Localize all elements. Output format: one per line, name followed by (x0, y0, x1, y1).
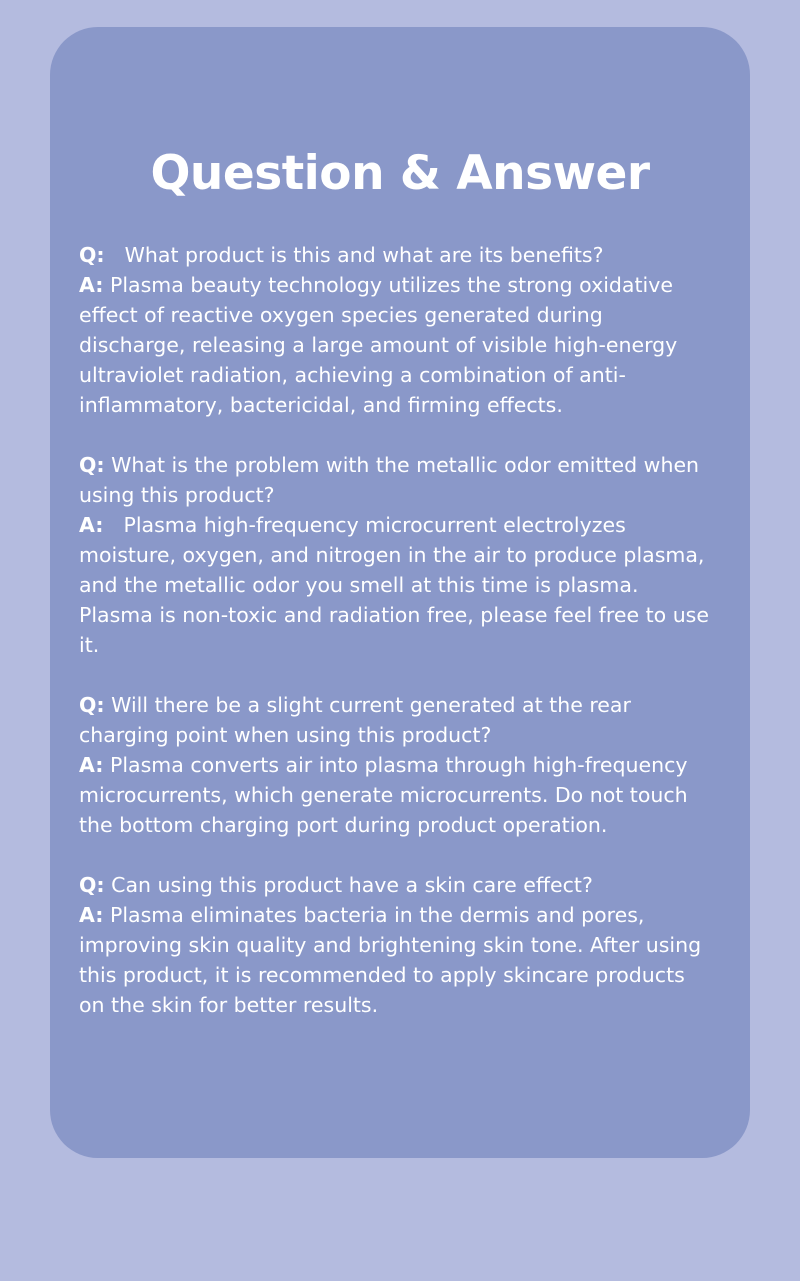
answer-text: Plasma eliminates bacteria in the dermis and pores, improving skin quality and brightening skin tone. After using this product, it is recommended to apply skincare products on the skin for better results. (79, 903, 702, 1017)
qa-item (79, 690, 709, 840)
answer-text: Plasma converts air into plasma through high-frequency microcurrents, which generate microcurrents. Do not touch the bottom charging port during product operation. (79, 753, 688, 837)
question-line (79, 870, 709, 900)
question-label: Q: (79, 693, 105, 717)
qa-item (79, 870, 709, 1020)
question-label: Q: (79, 453, 105, 477)
answer-line (79, 900, 709, 1020)
qa-item (79, 240, 709, 420)
qa-item (79, 450, 709, 660)
answer-text: Plasma beauty technology utilizes the strong oxidative effect of reactive oxygen species generated during discharge, releasing a large amount of visible high-energy ultraviolet radiation, achieving a combination of anti-inflammatory, bactericidal, and firming effects. (79, 273, 678, 417)
answer-text: Plasma high-frequency microcurrent electrolyzes moisture, oxygen, and nitrogen in the air to produce plasma, and the metallic odor you smell at this time is plasma. Plasma is non-toxic and radiation free, please feel free to use it. (79, 513, 709, 657)
question-text: Can using this product have a skin care effect? (111, 873, 593, 897)
question-text: What is the problem with the metallic odor emitted when using this product? (79, 453, 700, 507)
qa-card (50, 27, 750, 1158)
answer-line (79, 510, 709, 660)
question-label: Q: (79, 873, 105, 897)
question-line (79, 690, 709, 750)
answer-label: A: (79, 513, 104, 537)
answer-label: A: (79, 903, 104, 927)
answer-line (79, 750, 709, 840)
answer-label: A: (79, 753, 104, 777)
question-label: Q: (79, 243, 105, 267)
question-text: Will there be a slight current generated at the rear charging point when using this product? (79, 693, 631, 747)
question-line (79, 450, 709, 510)
answer-line (79, 270, 709, 420)
qa-list (79, 240, 709, 1050)
page-title: Question & Answer (150, 146, 650, 201)
question-text: What product is this and what are its benefits? (124, 243, 604, 267)
answer-label: A: (79, 273, 104, 297)
question-line (79, 240, 709, 270)
